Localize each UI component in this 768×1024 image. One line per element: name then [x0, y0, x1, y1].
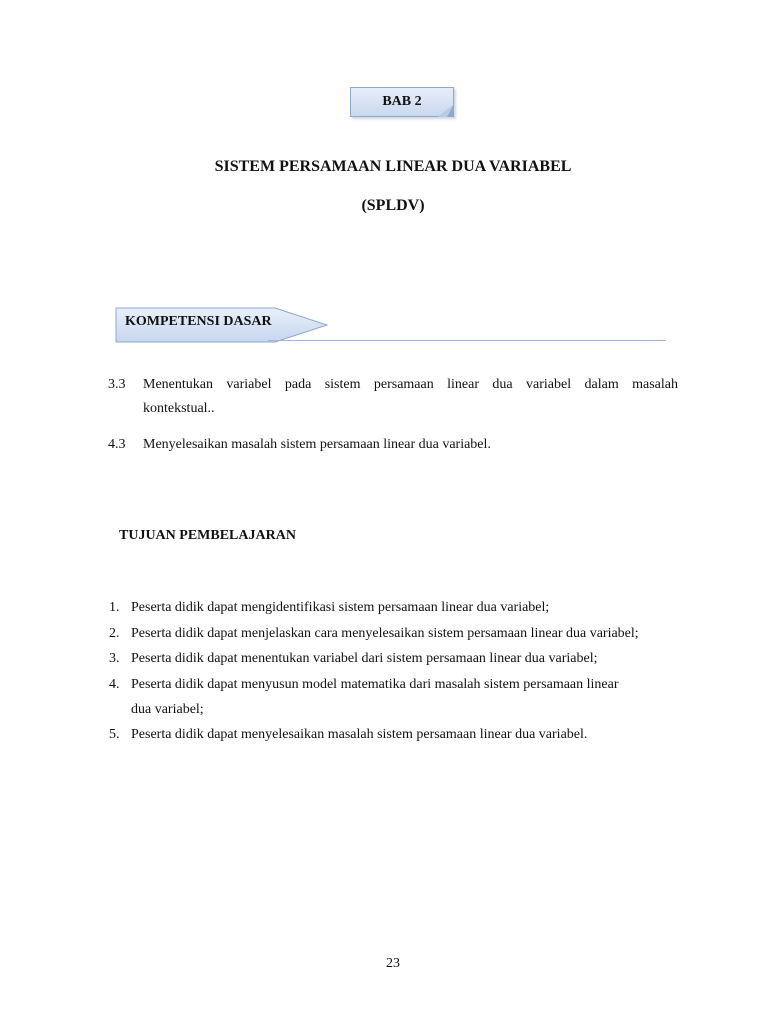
goal-text: Peserta didik dapat menjelaskan cara menyelesaikan sistem persamaan linear dua variabel;: [131, 626, 639, 641]
kd-item-text: Menentukan variabel pada sistem persamaan linear dua variabel dalam masalah: [143, 377, 678, 392]
chapter-label: BAB 2: [382, 94, 422, 109]
page-number: 23: [386, 956, 400, 971]
kd-item-text-continued: kontekstual..: [143, 401, 215, 416]
kompetensi-dasar-heading: KOMPETENSI DASAR: [125, 314, 272, 329]
section-divider: [268, 340, 666, 341]
goal-text: Peserta didik dapat menentukan variabel dari sistem persamaan linear dua variabel;: [131, 651, 598, 666]
goal-text-continued: dua variabel;: [131, 702, 204, 717]
page-fold-icon: [438, 104, 454, 117]
goal-number: 2.: [109, 626, 120, 641]
goal-number: 3.: [109, 651, 120, 666]
goal-text: Peserta didik dapat menyusun model matematika dari masalah sistem persamaan linear: [131, 677, 619, 692]
goal-text: Peserta didik dapat mengidentifikasi sistem persamaan linear dua variabel;: [131, 600, 550, 615]
goal-number: 5.: [109, 727, 120, 742]
kd-item-number: 3.3: [108, 377, 126, 392]
kd-item-text: Menyelesaikan masalah sistem persamaan linear dua variabel.: [143, 437, 491, 452]
goal-number: 1.: [109, 600, 120, 615]
goal-text: Peserta didik dapat menyelesaikan masalah sistem persamaan linear dua variabel.: [131, 727, 588, 742]
tujuan-pembelajaran-heading: TUJUAN PEMBELAJARAN: [119, 528, 296, 543]
goal-number: 4.: [109, 677, 120, 692]
chapter-title: SISTEM PERSAMAAN LINEAR DUA VARIABEL: [214, 158, 572, 175]
chapter-subtitle: (SPLDV): [361, 197, 425, 214]
kd-item-number: 4.3: [108, 437, 126, 452]
